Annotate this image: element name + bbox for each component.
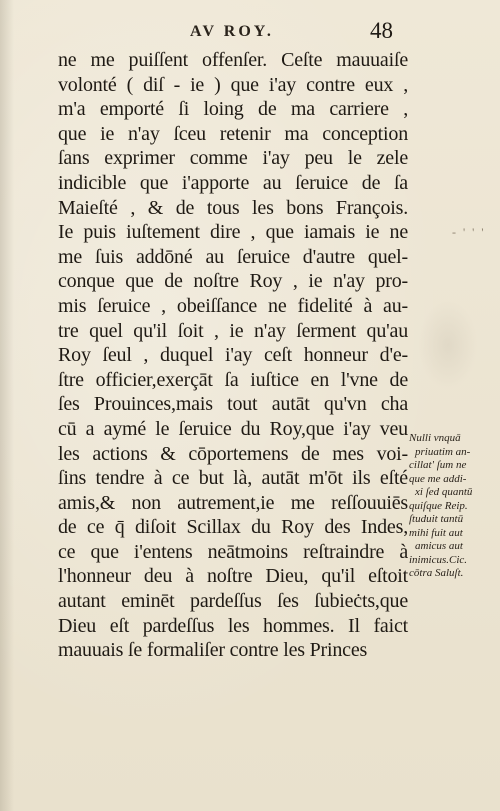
text-line: indicible que i'apporte au ſeruice de ſa	[58, 171, 408, 194]
stray-mark: - ' ' '	[452, 225, 486, 239]
margin-note-line: quiſque Reip.	[409, 499, 468, 512]
text-line: m'a emporté ſi loing de ma carriere ,	[58, 98, 408, 121]
text-line: les actions & cōportemens de mes voi-	[58, 442, 408, 465]
text-line: que ie n'ay ſceu retenir ma conception	[58, 122, 408, 145]
margin-note-line: que me addi-	[409, 472, 467, 485]
text-line: cū a aymé le ſeruice du Roy,que i'ay veu	[58, 417, 408, 440]
main-text-block	[58, 48, 408, 663]
text-line: ſes Prouinces,mais tout autāt qu'vn cha	[58, 393, 408, 416]
text-line: tre quel qu'il ſoit , ie n'ay ſerment qu'au	[58, 319, 408, 342]
margin-note-line: inimicus.Cic.	[409, 553, 468, 566]
margin-note-line: mihi fuit aut	[409, 526, 463, 539]
text-line: amis,& non autrement,ie me reſſouuiēs	[58, 491, 408, 514]
text-line: Maieſté , & de tous les bons François.	[58, 196, 408, 219]
page-header	[0, 18, 500, 48]
text-line: Ie puis iuſtement dire , que iamais ie ne	[58, 221, 408, 244]
text-line: ſans exprimer comme i'ay peu le zele	[58, 147, 408, 170]
margin-note-line: priuatim an-	[415, 445, 471, 458]
text-line: ſtre officier,exerçāt ſa iuſtice en l'vne de	[58, 368, 408, 391]
show-through-bleed	[418, 300, 478, 390]
text-line: Dieu eſt pardeſſus les hommes. Il faict	[58, 614, 408, 637]
margin-note-line: cillat' ſum ne	[409, 459, 467, 471]
margin-note	[409, 432, 494, 581]
margin-note-line: cōtra Saluſt.	[409, 567, 464, 579]
text-line: l'honneur deu à noſtre Dieu, qu'il eſtoit	[58, 565, 408, 588]
margin-note-line: xi ſed quantū	[415, 486, 473, 498]
text-line: ce que i'entens neātmoins reſtraindre à	[58, 540, 408, 563]
margin-note-line: Nulli vnquā	[409, 432, 461, 444]
text-line: ne me puiſſent offenſer. Ceſte mauuaiſe	[58, 49, 408, 71]
text-line: volonté ( diſ - ie ) que i'ay contre eux ,	[58, 73, 408, 96]
text-line: conque que de noſtre Roy , ie n'ay pro-	[58, 270, 408, 293]
margin-note-line: ſtuduit tantū	[409, 513, 464, 525]
gutter-shadow	[0, 0, 14, 811]
running-head: AV ROY.	[190, 23, 274, 40]
margin-note-line: amicus aut	[415, 540, 463, 552]
text-line: de ce q̄ diſoit Scillax du Roy des Indes,	[58, 516, 408, 539]
text-line: ſins tendre à ce but là, autāt m'ōt ils eſté	[58, 467, 408, 490]
text-line: Roy ſeul , duquel i'ay ceſt honneur d'e-	[58, 344, 408, 367]
text-line: mis ſeruice , obeiſſance ne fidelité à au-	[58, 294, 408, 317]
page-number: 48	[370, 18, 393, 43]
text-line: autant eminēt pardeſſus ſes ſubieċts,que	[58, 590, 408, 613]
text-line: mauuais ſe formaliſer contre les Princes	[58, 639, 368, 662]
text-line: me ſuis addōné au ſeruice d'autre quel-	[58, 245, 408, 268]
